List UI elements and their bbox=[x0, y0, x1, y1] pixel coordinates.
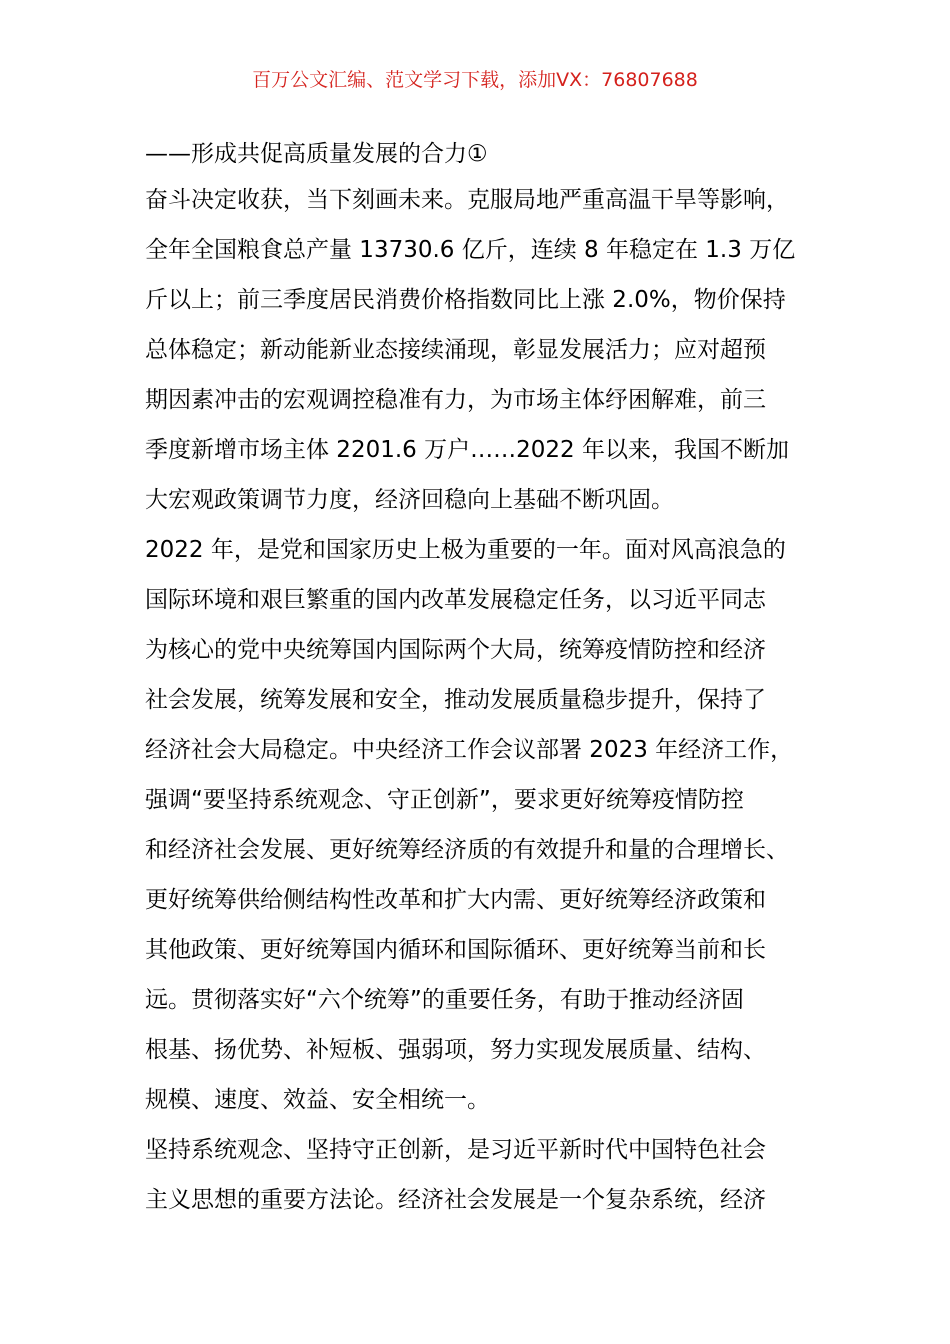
text-line: 全年全国粮食总产量 13730.6 亿斤，连续 8 年稳定在 1.3 万亿 bbox=[145, 237, 796, 263]
text-line: 奋斗决定收获，当下刻画未来。克服局地严重高温干旱等影响， bbox=[145, 187, 789, 213]
document-title: ——形成共促高质量发展的合力① bbox=[145, 141, 488, 167]
text-line: 主义思想的重要方法论。经济社会发展是一个复杂系统，经济 bbox=[145, 1187, 766, 1213]
text-line: 2022 年，是党和国家历史上极为重要的一年。面对风高浪急的 bbox=[145, 537, 786, 563]
text-line: 其他政策、更好统筹国内循环和国际循环、更好统筹当前和长 bbox=[145, 937, 766, 963]
text-line: 季度新增市场主体 2201.6 万户……2022 年以来，我国不断加 bbox=[145, 437, 789, 463]
watermark-header: 百万公文汇编、范文学习下载，添加VX：76807688 bbox=[252, 69, 698, 91]
text-line: 规模、速度、效益、安全相统一。 bbox=[145, 1087, 490, 1113]
text-line: 经济社会大局稳定。中央经济工作会议部署 2023 年经济工作， bbox=[145, 737, 794, 763]
paragraph-1 bbox=[145, 175, 813, 525]
text-line: 社会发展，统筹发展和安全，推动发展质量稳步提升，保持了 bbox=[145, 687, 766, 713]
text-line: 斤以上；前三季度居民消费价格指数同比上涨 2.0%，物价保持 bbox=[145, 287, 786, 313]
text-line: 总体稳定；新动能新业态接续涌现，彰显发展活力；应对超预 bbox=[145, 337, 766, 363]
text-line: 更好统筹供给侧结构性改革和扩大内需、更好统筹经济政策和 bbox=[145, 887, 766, 913]
paragraph-2 bbox=[145, 525, 813, 1125]
text-line: 强调“要坚持系统观念、守正创新”，要求更好统筹疫情防控 bbox=[145, 787, 744, 813]
text-line: 坚持系统观念、坚持守正创新，是习近平新时代中国特色社会 bbox=[145, 1137, 766, 1163]
document-body bbox=[145, 133, 813, 1225]
text-line: 根基、扬优势、补短板、强弱项，努力实现发展质量、结构、 bbox=[145, 1037, 766, 1063]
text-line: 为核心的党中央统筹国内国际两个大局，统筹疫情防控和经济 bbox=[145, 637, 766, 663]
text-line: 国际环境和艰巨繁重的国内改革发展稳定任务，以习近平同志 bbox=[145, 587, 766, 613]
text-line: 期因素冲击的宏观调控稳准有力，为市场主体纾困解难，前三 bbox=[145, 387, 766, 413]
paragraph-3 bbox=[145, 1125, 813, 1225]
text-line: 和经济社会发展、更好统筹经济质的有效提升和量的合理增长、 bbox=[145, 837, 789, 863]
text-line: 大宏观政策调节力度，经济回稳向上基础不断巩固。 bbox=[145, 487, 674, 513]
text-line: 远。贯彻落实好“六个统筹”的重要任务，有助于推动经济固 bbox=[145, 987, 744, 1013]
